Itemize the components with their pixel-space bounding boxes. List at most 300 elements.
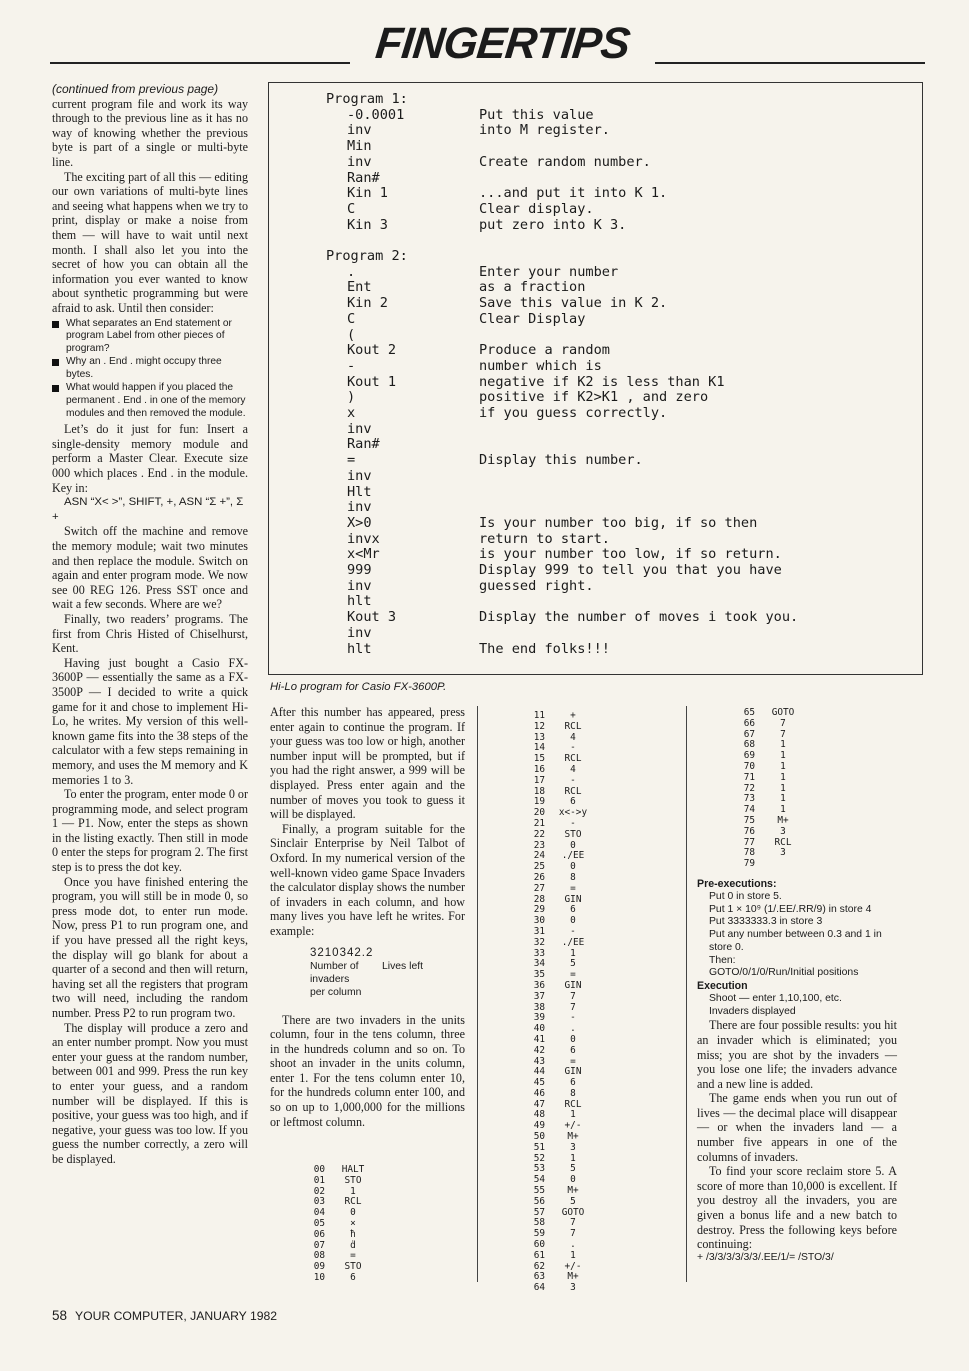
program-comment: return to start. [479, 530, 610, 547]
program-comment: number which is [479, 357, 602, 374]
program-step: x<Mr [347, 546, 380, 563]
step-number: 73 [743, 793, 755, 805]
step-row [505, 1208, 595, 1219]
step-key: 1 [780, 739, 786, 751]
step-number: 76 [743, 825, 755, 837]
program-comment: is your number too low, if so return. [479, 546, 782, 563]
program-step: Hlt [347, 483, 372, 500]
step-number: 34 [533, 958, 545, 970]
step-key: STO [564, 828, 582, 840]
step-key: RCL [564, 1098, 582, 1110]
step-listing-3 [715, 708, 805, 870]
step-key: ./EE [561, 850, 585, 862]
step-number: 04 [313, 1207, 325, 1219]
paragraph: There are four possible results: you hit an invader which is eliminated; you miss; you are shot by the invaders — you lose one life; the invaders advance and a new line is added. [697, 1018, 897, 1091]
step-row [505, 1229, 595, 1240]
step-key: +/- [564, 1120, 582, 1132]
paragraph: Finally, two readers’ programs. The first from Chris Histed of Chiselhurst, Kent. [52, 611, 248, 656]
example-label: Number of [310, 960, 359, 972]
program-step: inv [347, 122, 372, 139]
program-step: Ent [347, 279, 372, 296]
step-key: 0 [350, 1207, 356, 1219]
step-key: - [570, 925, 576, 937]
step-row [715, 708, 805, 719]
step-key: RCL [344, 1196, 362, 1208]
column-1 [52, 82, 248, 1167]
step-number: 63 [533, 1271, 545, 1283]
program-step: inv [347, 577, 372, 594]
step-key: 1 [780, 793, 786, 805]
program-comment: Save this value in K 2. [479, 295, 668, 312]
paragraph: The game ends when you run out of lives — the decimal place will disappear — or when the invaders land — a number five appears in one of the columns of invaders. [697, 1091, 897, 1164]
masthead-rule-right [655, 62, 925, 64]
step-row [505, 1175, 595, 1186]
program-label: Program 1: [326, 91, 408, 107]
step-key: 3 [570, 1282, 576, 1294]
step-key: GIN [564, 893, 582, 905]
bullet-item: What would happen if you placed the permanent . End . in one of the memory modules and then removed the module. [52, 382, 248, 420]
step-number: 60 [533, 1239, 545, 1251]
program-step: inv [347, 624, 372, 641]
masthead [50, 18, 925, 70]
step-number: 51 [533, 1141, 545, 1153]
step-key: 1 [780, 804, 786, 816]
step-number: 75 [743, 814, 755, 826]
subheading: Execution [697, 979, 748, 992]
program-step: Kin 3 [347, 216, 388, 233]
step-number: 20 [533, 807, 545, 819]
step-key: 6 [570, 904, 576, 916]
step-row [715, 827, 805, 838]
step-row [505, 819, 595, 830]
step-number: 59 [533, 1228, 545, 1240]
program-comment: Clear display. [479, 200, 594, 217]
program-step: Kout 1 [347, 373, 397, 390]
step-key: 3 [780, 825, 786, 837]
program-step: Kin 1 [347, 185, 388, 202]
step-key: 0 [570, 1033, 576, 1045]
step-key: M+ [567, 1131, 579, 1143]
step-number: 78 [743, 847, 755, 859]
step-number: 70 [743, 760, 755, 772]
step-key: 0 [570, 861, 576, 873]
program-step: inv [347, 499, 372, 516]
step-key: 5 [570, 1163, 576, 1175]
paragraph: Finally, a program suitable for the Sinclair Enterprise by Neil Talbot of Oxford. In my numerical version of the well-known video game Space Invaders the calculator display shows the number of invaders in each column, and how many lives you have left he writes. For example: [270, 821, 465, 938]
step-number: 21 [533, 817, 545, 829]
key-sequence: + /3/3/3/3/3/3/.EE/1/= /STO/3/ [697, 1251, 834, 1263]
step-number: 61 [533, 1249, 545, 1261]
step-key: 1 [780, 771, 786, 783]
program-step: ) [347, 389, 356, 406]
example-label: per column [310, 986, 362, 998]
column-divider [686, 706, 687, 1282]
step-row [715, 762, 805, 773]
instruction: GOTO/0/1/0/Run/Initial positions [709, 967, 859, 979]
step-row [285, 1241, 375, 1252]
subheading: Pre-executions: [697, 878, 777, 890]
step-row [505, 862, 595, 873]
step-row [285, 1176, 375, 1187]
bullet-list [52, 318, 248, 421]
step-row [505, 1262, 595, 1273]
step-key: M+ [777, 814, 789, 826]
step-number: 47 [533, 1098, 545, 1110]
step-key: 1 [570, 947, 576, 959]
bullet-item: What separates an End statement or program Label from other pieces of program? [52, 318, 248, 356]
program-step: - [347, 357, 356, 374]
step-number: 77 [743, 836, 755, 848]
step-row [505, 1100, 595, 1111]
step-row [285, 1197, 375, 1208]
step-number: 29 [533, 904, 545, 916]
continued-note: (continued from previous page) [52, 82, 219, 96]
step-row [285, 1251, 375, 1262]
step-number: 53 [533, 1163, 545, 1175]
step-listing-2 [505, 711, 595, 1294]
step-row [505, 873, 595, 884]
program-comment: Display 999 to tell you that you have [479, 562, 782, 578]
bullet-item: Why an . End . might occupy three bytes. [52, 356, 248, 381]
step-row [505, 711, 595, 722]
step-number: 13 [533, 731, 545, 743]
program-step: = [347, 452, 356, 469]
step-number: 52 [533, 1152, 545, 1164]
example-number: 3210342.2 [310, 946, 374, 959]
step-row [505, 1272, 595, 1283]
program-comment: Produce a random [479, 342, 610, 359]
step-number: 07 [313, 1239, 325, 1251]
step-key: HALT [341, 1164, 365, 1175]
program-comment: into M register. [479, 122, 610, 139]
step-number: 55 [533, 1185, 545, 1197]
step-key: 6 [570, 1077, 576, 1089]
step-row [505, 1110, 595, 1121]
step-number: 09 [313, 1261, 325, 1273]
paragraph: After this number has appeared, press enter again to continue the program. If your guess was too low or high, another number input will be prompted, but if you had the right answer, a 999 will be displayed. Press enter again and the number of moves you took to guess it will be displayed. [270, 705, 465, 822]
program-comment: Put this value [479, 106, 594, 123]
step-key: RCL [564, 785, 582, 797]
step-number: 56 [533, 1195, 545, 1207]
step-number: 02 [313, 1185, 325, 1197]
instruction: Put any number between 0.3 and 1 in store 0. [709, 929, 882, 953]
step-row [505, 1057, 595, 1068]
step-key: . [570, 1023, 576, 1035]
program-step: Kout 3 [347, 609, 397, 626]
program-step: x [347, 405, 356, 421]
step-row [505, 733, 595, 744]
paragraph: Having just bought a Casio FX-3600P — essentially the same as a FX-3500P — I decided to write a quick game for it and chose to implement Hi-Lo, he writes. My version of this well-known game fits into the 38 steps of the calculator with a few steps remaining in memory, and uses the M memory and K memories 1 to 3. [52, 655, 248, 787]
program-comment: guessed right. [479, 577, 594, 594]
step-number: 49 [533, 1120, 545, 1132]
step-row [505, 1283, 595, 1294]
step-key: RCL [564, 720, 582, 732]
step-number: 26 [533, 871, 545, 883]
program-step: invx [347, 530, 380, 547]
step-number: 16 [533, 763, 545, 775]
step-key: 6 [570, 1044, 576, 1056]
instruction: Invaders displayed [709, 1005, 796, 1017]
step-key: 1 [350, 1185, 356, 1197]
step-row [505, 895, 595, 906]
paragraph: The exciting part of all this — editing our own variations of multi-byte lines and seeing what happens when we try to print, display or make a noise from them — will have to wait until next month. I shall also let you into the secret of how you can obtain all the information you ever wanted to know about synthetic programming but were afraid to ask. Until then consider: [52, 169, 248, 315]
step-row [715, 816, 805, 827]
program-comment: as a fraction [479, 279, 586, 296]
step-row [715, 859, 805, 870]
step-number: 37 [533, 990, 545, 1002]
step-key: 5 [570, 1195, 576, 1207]
step-key: 7 [570, 1217, 576, 1229]
page-footer [52, 1308, 277, 1323]
step-number: 38 [533, 1001, 545, 1013]
program-step: hlt [347, 640, 372, 657]
step-key: 7 [780, 717, 786, 729]
step-number: 01 [313, 1174, 325, 1186]
step-row [505, 949, 595, 960]
step-number: 35 [533, 969, 545, 981]
program-comment: Display the number of moves i took you. [479, 609, 799, 626]
step-number: 79 [743, 858, 755, 870]
step-row [715, 730, 805, 741]
program-comment: Is your number too big, if so then [479, 514, 758, 531]
step-row [505, 884, 595, 895]
step-row [285, 1187, 375, 1198]
step-number: 32 [533, 936, 545, 948]
step-number: 39 [533, 1012, 545, 1024]
step-number: 31 [533, 925, 545, 937]
step-row [715, 773, 805, 784]
program-comment: Clear Display [479, 310, 586, 327]
paragraph: To enter the program, enter mode 0 or programming mode, and select program 1 — P1. Now, enter the steps as shown in the listing exactly. Then still in mode 0 enter the steps for program 2. The first step is to press the dot key. [52, 787, 248, 875]
program-comment: Enter your number [479, 263, 619, 280]
program-comment: if you guess correctly. [479, 405, 668, 421]
step-number: 71 [743, 771, 755, 783]
step-number: 18 [533, 785, 545, 797]
step-key: 1 [780, 750, 786, 762]
program-step: X>0 [347, 514, 372, 531]
step-key [755, 859, 805, 870]
step-row [505, 765, 595, 776]
step-row [505, 1121, 595, 1132]
step-key: 6 [570, 796, 576, 808]
example-label: Lives left [382, 960, 424, 972]
step-number: 00 [313, 1164, 325, 1175]
step-number: 19 [533, 796, 545, 808]
step-number: 27 [533, 882, 545, 894]
step-number: 48 [533, 1109, 545, 1121]
step-row [505, 1089, 595, 1100]
step-key: ḋ [350, 1239, 356, 1251]
program-step: Ran# [347, 436, 380, 453]
page-number: 58 [52, 1308, 68, 1323]
step-key: 7 [570, 1228, 576, 1240]
step-number: 41 [533, 1033, 545, 1045]
step-number: 62 [533, 1260, 545, 1272]
step-number: 40 [533, 1023, 545, 1035]
step-key: + [570, 710, 576, 721]
step-key: - [570, 1012, 576, 1024]
step-row [505, 851, 595, 862]
step-row [285, 1165, 375, 1176]
step-number: 24 [533, 850, 545, 862]
step-number: 58 [533, 1217, 545, 1229]
column-4 [697, 878, 897, 1265]
step-key: +/- [564, 1260, 582, 1272]
step-row [505, 1143, 595, 1154]
step-key: RCL [774, 836, 792, 848]
step-number: 42 [533, 1044, 545, 1056]
step-key: 0 [570, 1174, 576, 1186]
step-number: 64 [533, 1282, 545, 1294]
step-row [505, 1067, 595, 1078]
step-row [505, 1003, 595, 1014]
step-key: = [350, 1250, 356, 1262]
example-label: invaders [310, 973, 350, 985]
step-number: 44 [533, 1066, 545, 1078]
program-step: 999 [347, 562, 372, 578]
program-step: Min [347, 138, 372, 155]
step-key: 7 [570, 990, 576, 1002]
masthead-rule-left [50, 62, 350, 64]
program-step: C [347, 310, 356, 327]
program-step: Kout 2 [347, 342, 397, 359]
step-row [505, 992, 595, 1003]
listing-caption: Hi-Lo program for Casio FX-3600P. [270, 681, 447, 693]
step-number: 17 [533, 774, 545, 786]
step-key: - [570, 817, 576, 829]
step-row [505, 1013, 595, 1024]
step-key: 5 [570, 958, 576, 970]
step-number: 68 [743, 739, 755, 751]
step-row [715, 805, 805, 816]
step-row [505, 1186, 595, 1197]
magazine-issue: YOUR COMPUTER, JANUARY 1982 [75, 1309, 278, 1323]
step-number: 25 [533, 861, 545, 873]
column-2 [270, 705, 465, 1129]
instruction: Then: [709, 954, 736, 966]
program-step: inv [347, 153, 372, 170]
section-title: FINGERTIPS [373, 19, 632, 68]
step-key: 7 [780, 728, 786, 740]
step-key: ħ [350, 1228, 356, 1240]
step-key: 4 [570, 731, 576, 743]
step-row [715, 719, 805, 730]
step-number: 03 [313, 1196, 325, 1208]
step-row [285, 1262, 375, 1273]
program-label: Program 2: [326, 248, 408, 264]
program-step: inv [347, 467, 372, 484]
step-key: ./EE [561, 936, 585, 948]
instruction: Put 1 × 10⁹ (1/.EE/.RR/9) in store 4 [709, 903, 872, 915]
step-row [505, 722, 595, 733]
step-key: 1 [780, 760, 786, 772]
key-sequence: ASN “X< >”, SHIFT, +, ASN “Σ +”, Σ + [52, 496, 244, 523]
program-step: inv [347, 420, 372, 437]
step-row [715, 751, 805, 762]
column-divider [477, 706, 478, 1282]
step-number: 33 [533, 947, 545, 959]
step-row [285, 1273, 375, 1284]
step-key: 1 [570, 1152, 576, 1164]
program-step: C [347, 200, 356, 217]
step-row [715, 784, 805, 795]
step-row [505, 1154, 595, 1165]
step-row [505, 754, 595, 765]
program-step: -0.0001 [347, 106, 405, 123]
step-row [715, 740, 805, 751]
program-comment: positive if K2>K1 , and zero [479, 389, 709, 406]
step-key: STO [344, 1261, 362, 1273]
step-key: 7 [570, 1001, 576, 1013]
program-comment: negative if K2 is less than K1 [479, 373, 725, 390]
step-key: 1 [570, 1109, 576, 1121]
step-number: 45 [533, 1077, 545, 1089]
paragraph: current program file and work its way through to the previous line as it has no way of knowing whether the previous byte is part of a single or multi-byte line. [52, 96, 248, 169]
step-number: 57 [533, 1206, 545, 1218]
step-number: 66 [743, 717, 755, 729]
step-row [505, 1164, 595, 1175]
step-number: 36 [533, 979, 545, 991]
step-number: 28 [533, 893, 545, 905]
step-row [285, 1208, 375, 1219]
program-comment: The end folks!!! [479, 640, 610, 657]
step-row [715, 848, 805, 859]
step-row [505, 981, 595, 992]
step-number: 67 [743, 728, 755, 740]
paragraph: Switch off the machine and remove the memory module; wait two minutes and then replace the module. Switch on again and enter program mode. We now see 00 REG 126. Press SST once and wait a few seconds. Where are we? [52, 524, 248, 612]
step-number: 65 [743, 707, 755, 718]
step-number: 11 [533, 710, 545, 721]
step-key: M+ [567, 1185, 579, 1197]
step-row [505, 776, 595, 787]
step-row [505, 916, 595, 927]
paragraph: The display will produce a zero and an enter number prompt. Now you must enter your guess at the random number, between 001 and 999. Press the run key to enter your guess, and a random number will be displayed. If this is positive, your guess was too high, and if negative, your guess was too low. If you guess the number correctly, a zero will be displayed. [52, 1020, 248, 1166]
instruction: Shoot — enter 1,10,100, etc. [709, 992, 842, 1004]
paragraph: There are two invaders in the units column, four in the tens column, three in the hundreds column and so on. To shoot an invader in the units column, enter 1. For the tens column enter 10, for the hundreds column enter 100, and so on up to 1,000,000 for the millions or leftmost column. [270, 1012, 465, 1129]
program-step: hlt [347, 593, 372, 610]
step-key: x<->y [558, 807, 588, 819]
step-number: 22 [533, 828, 545, 840]
step-number: 12 [533, 720, 545, 732]
step-key: GOTO [561, 1206, 585, 1218]
step-key: 0 [570, 839, 576, 851]
program-comment: Display this number. [479, 452, 643, 469]
step-key: 0 [570, 915, 576, 927]
step-row [505, 1078, 595, 1089]
step-row [505, 1035, 595, 1046]
step-number: 15 [533, 753, 545, 765]
step-key: M+ [567, 1271, 579, 1283]
step-row [285, 1219, 375, 1230]
step-key: 3 [780, 847, 786, 859]
step-key: RCL [564, 753, 582, 765]
program-step: . [347, 263, 356, 280]
step-row [505, 830, 595, 841]
step-row [505, 808, 595, 819]
step-key: = [570, 1055, 576, 1067]
step-number: 14 [533, 742, 545, 754]
step-number: 54 [533, 1174, 545, 1186]
step-number: 10 [313, 1271, 325, 1283]
step-number: 46 [533, 1087, 545, 1099]
step-row [715, 794, 805, 805]
step-row [285, 1230, 375, 1241]
step-key: 1 [780, 782, 786, 794]
step-number: 23 [533, 839, 545, 851]
program-step: ( [347, 326, 356, 343]
step-key: GIN [564, 979, 582, 991]
step-key: GIN [564, 1066, 582, 1078]
